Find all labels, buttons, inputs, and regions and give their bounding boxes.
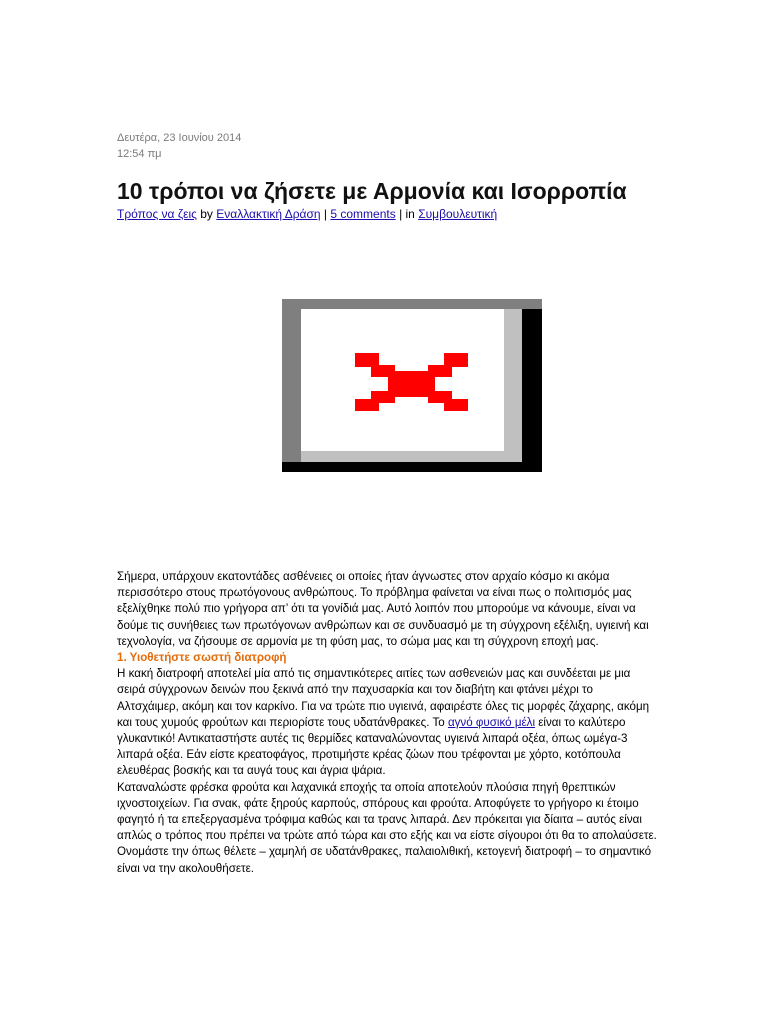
paragraph-1-text: Η κακή διατροφή αποτελεί μία από τις σημαντικότερες αιτίες των ασθενειών μας και συνδέεται με μια σειρά σύγχρονων δεινών που ξεκινά από την παχυσαρκία και τον διαβήτη και φτάνει μέχρι το Αλτσχάιμερ, ακόμη και τον καρκίνο. Για να τρώτε πιο υγιεινά, αφαιρέστε όλες τις μορφές ζάχαρης, ακόμη και τους χυμούς φρούτων και περιορίστε τους υδατάνθρακες. Το — [117, 667, 650, 729]
broken-image-placeholder — [282, 299, 542, 472]
category-link[interactable]: Τρόπος να ζεις — [117, 207, 197, 221]
byline-in-text: | in — [395, 207, 419, 221]
post-meta — [117, 130, 241, 162]
intro-paragraph: Σήμερα, υπάρχουν εκατοντάδες ασθένειες οι οποίες ήταν άγνωστες στον αρχαίο κόσμο κι ακόμα περισσότερο στους πρωτόγονους ανθρώπους. Το πρόβλημα φαίνεται να είναι πως ο πολιτισμός μας εξελίχθηκε πολύ πιο γρήγορα απ’ ότι τα γονίδιά μας. Αυτό λοιπόν που μπορούμε να κάνουμε, είναι να δούμε τις συνήθειες των πρωτόγονων ανθρώπων και σε συνδυασμό με τη σύγχρονη εξέλιξη, υγιεινή και τεχνολογία, να ζήσουμε σε αρμονία με τη φύση μας, το σώμα μας και τη σύγχρονη εποχή μας. — [117, 570, 649, 648]
paragraph-1-text-cont: είναι το καλύτερο γλυκαντικό! Αντικαταστήστε αυτές τις θερμίδες καταναλώνοντας υγιεινά λιπαρά οξέα, όπως ωμέγα-3 λιπαρά οξέα. Εάν είστε κρεατοφάγος, προτιμήστε κρέας ζώων που τρέφονται με χόρτο, κοτόπουλα ελευθέρας βοσκής και τα αυγά τους και άγρια ψάρια. — [117, 715, 628, 778]
article-body — [117, 569, 657, 877]
byline-separator: | — [320, 207, 331, 221]
frame-shadow-bottom — [282, 462, 542, 472]
broken-image-icon — [282, 299, 542, 472]
post-title: 10 τρόποι να ζήσετε με Αρμονία και Ισορροπία — [117, 178, 627, 204]
honey-link[interactable]: αγνό φυσικό μέλι — [447, 715, 536, 729]
paragraph-2: Καταναλώστε φρέσκα φρούτα και λαχανικά εποχής τα οποία αποτελούν πλούσια πηγή θρεπτικών ιχνοστοιχείων. Για σνακ, φάτε ξηρούς καρπούς, σπόρους και φρούτα. Αποφύγετε το γρήγορο κι έτοιμο φαγητό ή τα επεξεργασμένα τρόφιμα καθώς και τα τρανς λιπαρά. Δεν πρόκειται για δίαιτα – αυτός είναι απλώς ο τρόπος που πρέπει να τρώτε από τώρα και στο εξής και να είστε σίγουροι ότι θα το απολαύσετε. Ονομάστε την όπως θέλετε – χαμηλή σε υδατάνθρακες, παλαιολιθική, κετογενή διατροφή – το σημαντικό είναι να την ακολουθήσετε. — [117, 780, 657, 875]
frame-inner-bottom — [301, 451, 522, 462]
comments-link[interactable]: 5 comments — [330, 207, 396, 221]
post-date: Δευτέρα, 23 Ιουνίου 2014 — [117, 132, 242, 144]
author-link[interactable]: Εναλλακτική Δράση — [216, 207, 321, 221]
post-byline — [117, 205, 497, 223]
frame-inner-right — [504, 309, 522, 462]
frame-shadow-right — [522, 309, 542, 472]
paragraph-1 — [117, 666, 657, 779]
tag-link[interactable]: Συμβουλευτική — [418, 207, 498, 221]
section-heading-1: 1. Υιοθετήστε σωστή διατροφή — [117, 651, 287, 665]
post-time: 12:54 πμ — [117, 148, 162, 160]
byline-by-text: by — [196, 207, 217, 221]
